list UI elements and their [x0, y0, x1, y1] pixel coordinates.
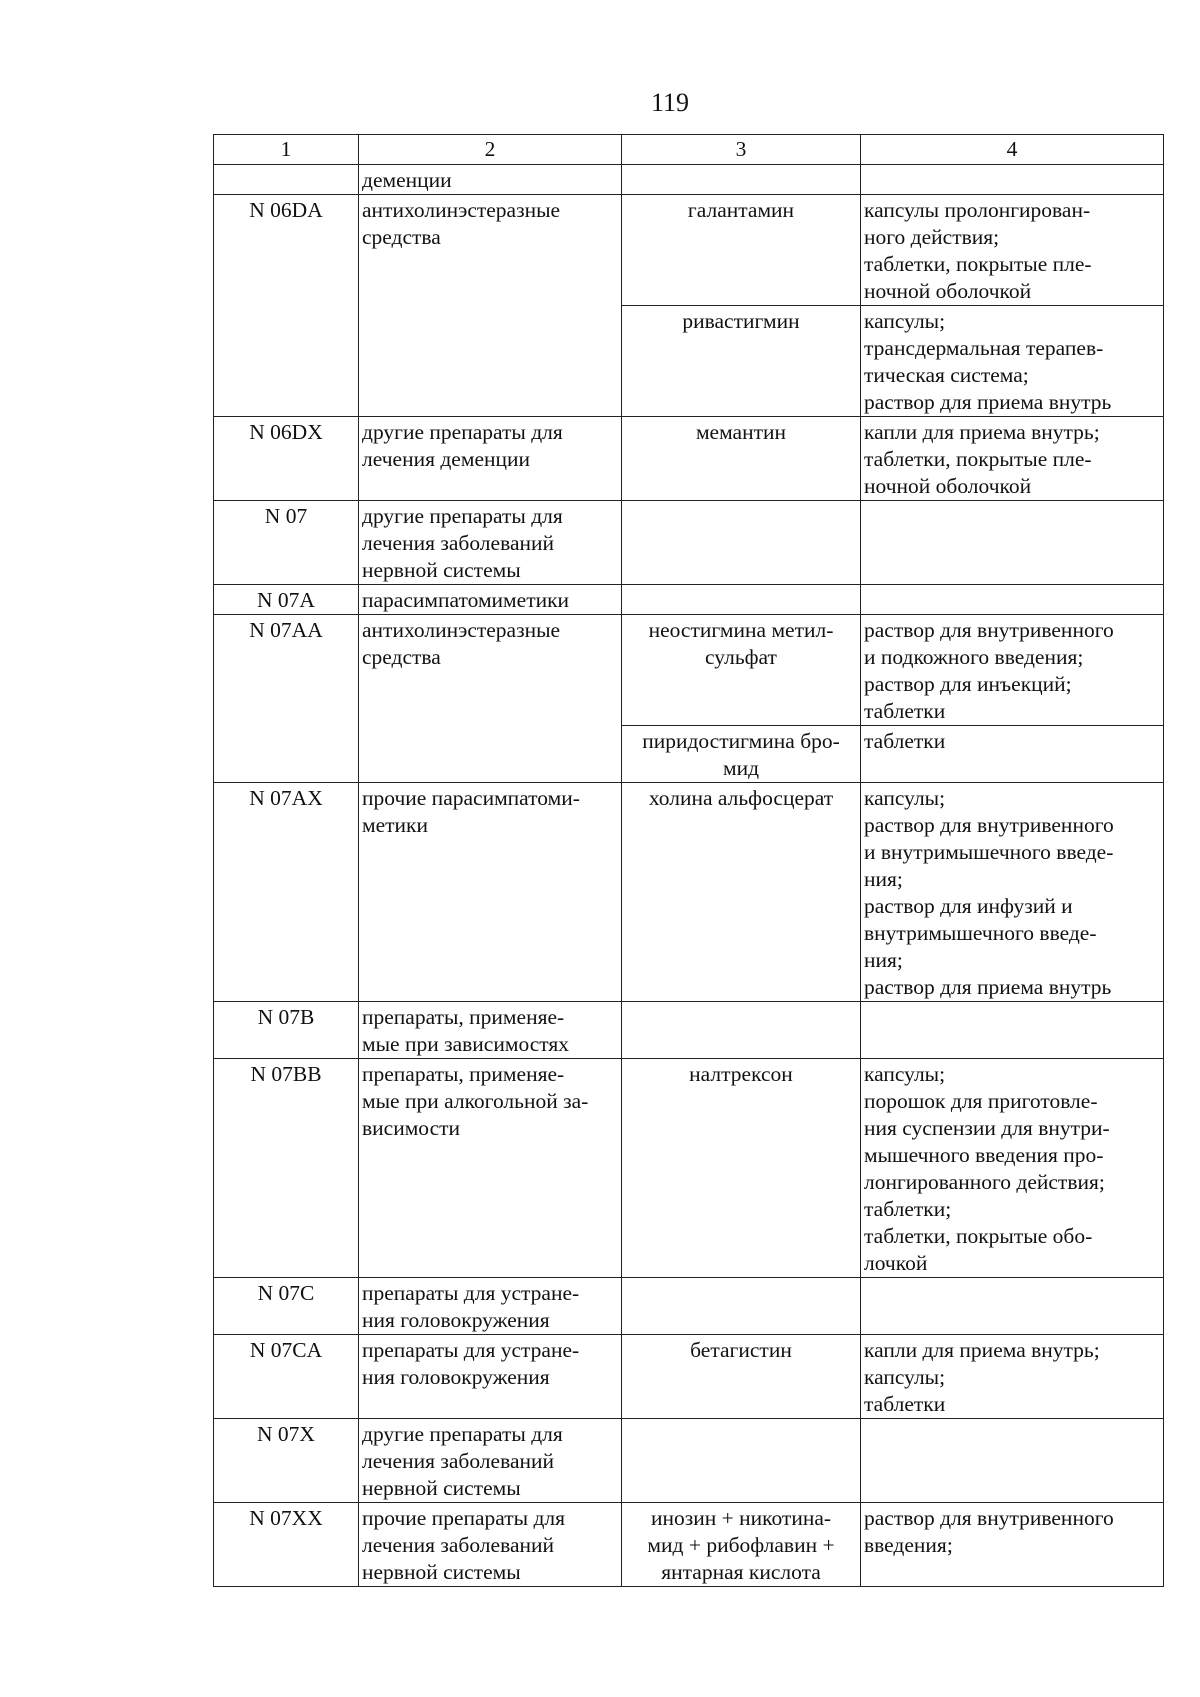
table-row: [214, 1503, 1164, 1587]
dosage-form-cell: капсулы; раствор для внутривенного и внутримышечного введе- ния; раствор для инфузий и внутримышечного введе- ния; раствор для приема внутрь: [861, 783, 1164, 1002]
header-row: [214, 135, 1164, 165]
drug-name-cell: неостигмина метил- сульфат: [622, 615, 861, 726]
atc-code-cell: N 07AA: [214, 615, 359, 783]
table-row: [214, 195, 1164, 306]
atc-code-cell: N 07X: [214, 1419, 359, 1503]
group-name-cell: препараты, применяе- мые при зависимостях: [359, 1002, 622, 1059]
group-name-cell: прочие парасимпатоми- метики: [359, 783, 622, 1002]
table-row: [214, 1335, 1164, 1419]
dosage-form-cell: [861, 501, 1164, 585]
table-body: [214, 165, 1164, 1587]
atc-code-cell: N 07: [214, 501, 359, 585]
group-name-cell: другие препараты для лечения заболеваний нервной системы: [359, 501, 622, 585]
table-row: [214, 585, 1164, 615]
group-name-cell: препараты для устране- ния головокружения: [359, 1335, 622, 1419]
dosage-form-cell: [861, 1002, 1164, 1059]
table-row: [214, 1002, 1164, 1059]
atc-code-cell: N 07A: [214, 585, 359, 615]
table-row: [214, 615, 1164, 726]
drug-name-cell: мемантин: [622, 417, 861, 501]
atc-code-cell: N 07B: [214, 1002, 359, 1059]
group-name-cell: прочие препараты для лечения заболеваний нервной системы: [359, 1503, 622, 1587]
table-row: [214, 1278, 1164, 1335]
group-name-cell: другие препараты для лечения деменции: [359, 417, 622, 501]
drug-name-cell: галантамин: [622, 195, 861, 306]
drug-name-cell: [622, 1419, 861, 1503]
dosage-form-cell: [861, 1278, 1164, 1335]
table-row: [214, 417, 1164, 501]
table-row: [214, 783, 1164, 1002]
atc-code-cell: N 07XX: [214, 1503, 359, 1587]
atc-code-cell: N 07BB: [214, 1059, 359, 1278]
dosage-form-cell: капсулы; трансдермальная терапев- тическая система; раствор для приема внутрь: [861, 306, 1164, 417]
dosage-form-cell: раствор для внутривенного и подкожного введения; раствор для инъекций; таблетки: [861, 615, 1164, 726]
column-header: 2: [359, 135, 622, 165]
dosage-form-cell: [861, 585, 1164, 615]
table-row: [214, 165, 1164, 195]
atc-code-cell: N 06DX: [214, 417, 359, 501]
atc-code-cell: N 07C: [214, 1278, 359, 1335]
dosage-form-cell: капсулы пролонгирован- ного действия; таблетки, покрытые пле- ночной оболочкой: [861, 195, 1164, 306]
atc-code-cell: N 06DA: [214, 195, 359, 417]
drug-name-cell: ривастигмин: [622, 306, 861, 417]
group-name-cell: препараты для устране- ния головокружения: [359, 1278, 622, 1335]
drug-name-cell: [622, 501, 861, 585]
dosage-form-cell: капсулы; порошок для приготовле- ния суспензии для внутри- мышечного введения про- лонгированного действия; таблетки; таблетки, покрытые обо- лочкой: [861, 1059, 1164, 1278]
dosage-form-cell: капли для приема внутрь; таблетки, покрытые пле- ночной оболочкой: [861, 417, 1164, 501]
dosage-form-cell: капли для приема внутрь; капсулы; таблетки: [861, 1335, 1164, 1419]
dosage-form-cell: [861, 165, 1164, 195]
medication-table: [213, 134, 1164, 1587]
group-name-cell: антихолинэстеразные средства: [359, 615, 622, 783]
drug-name-cell: налтрексон: [622, 1059, 861, 1278]
table-row: [214, 1419, 1164, 1503]
drug-name-cell: [622, 1278, 861, 1335]
column-header: 3: [622, 135, 861, 165]
atc-code-cell: N 07AX: [214, 783, 359, 1002]
group-name-cell: препараты, применяе- мые при алкогольной за- висимости: [359, 1059, 622, 1278]
column-header: 1: [214, 135, 359, 165]
drug-name-cell: пиридостигмина бро- мид: [622, 726, 861, 783]
dosage-form-cell: раствор для внутривенного введения;: [861, 1503, 1164, 1587]
drug-name-cell: бетагистин: [622, 1335, 861, 1419]
group-name-cell: другие препараты для лечения заболеваний нервной системы: [359, 1419, 622, 1503]
column-header: 4: [861, 135, 1164, 165]
table-row: [214, 1059, 1164, 1278]
drug-name-cell: [622, 165, 861, 195]
page-number: 119: [650, 88, 690, 117]
drug-name-cell: инозин + никотина- мид + рибофлавин + янтарная кислота: [622, 1503, 861, 1587]
table-row: [214, 501, 1164, 585]
dosage-form-cell: [861, 1419, 1164, 1503]
atc-code-cell: N 07CA: [214, 1335, 359, 1419]
dosage-form-cell: таблетки: [861, 726, 1164, 783]
drug-name-cell: [622, 1002, 861, 1059]
group-name-cell: парасимпатомиметики: [359, 585, 622, 615]
group-name-cell: антихолинэстеразные средства: [359, 195, 622, 417]
atc-code-cell: [214, 165, 359, 195]
drug-name-cell: [622, 585, 861, 615]
group-name-cell: деменции: [359, 165, 622, 195]
drug-name-cell: холина альфосцерат: [622, 783, 861, 1002]
